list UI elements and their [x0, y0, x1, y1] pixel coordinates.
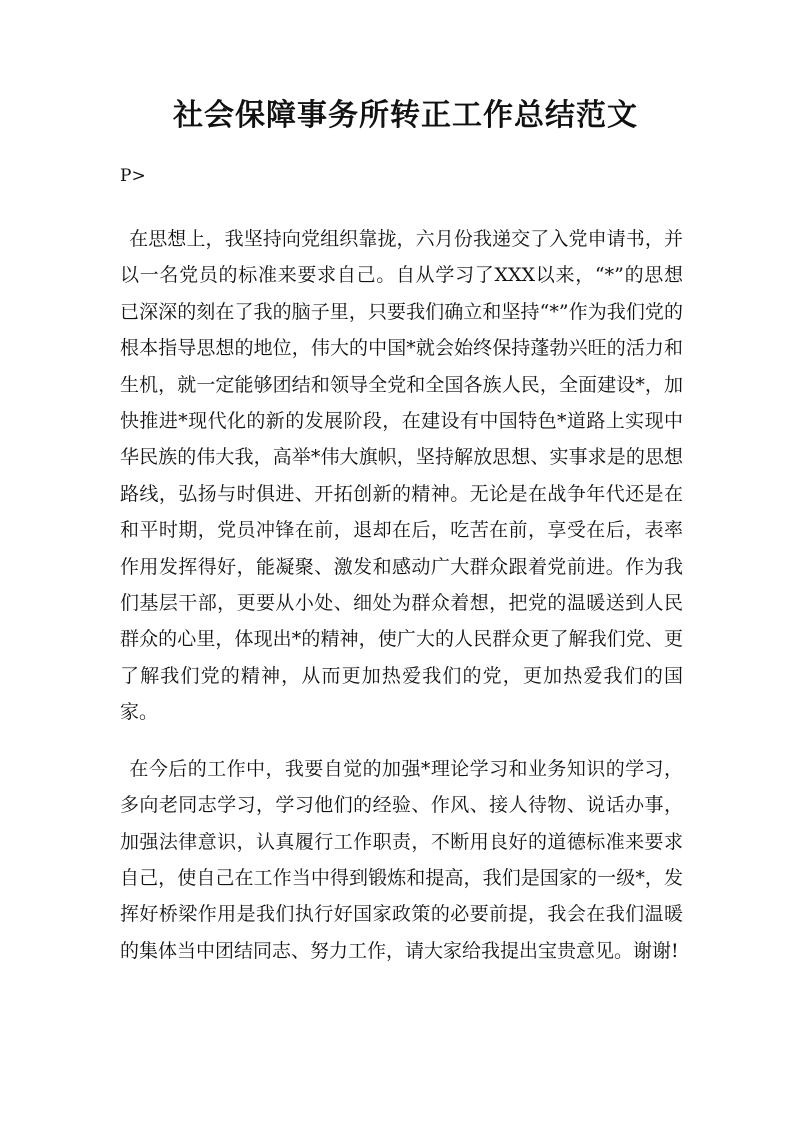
body-paragraph-2	[120, 751, 683, 969]
paragraph-marker: P>	[120, 166, 146, 186]
document-title: 社会保障事务所转正工作总结范文	[173, 98, 638, 133]
body-paragraph-1	[120, 221, 683, 731]
body-paragraph-2-text: 在今后的工作中，我要自觉的加强*理论学习和业务知识的学习，多向老同志学习，学习他们的经验、作风、接人待物、说话办事，加强法律意识，认真履行工作职责，不断用良好的道德标准来要求自己，使自己在工作当中得到锻炼和提高，我们是国家的一级*，发挥好桥梁作用是我们执行好国家政策的必要前提，我会在我们温暖的集体当中团结同志、努力工作，请大家给我提出宝贵意见。谢谢!	[120, 757, 683, 962]
body-paragraph-1-text: 在思想上，我坚持向党组织靠拢，六月份我递交了入党申请书，并以一名党员的标准来要求自己。自从学习了XXX以来，“*”的思想已深深的刻在了我的脑子里，只要我们确立和坚持“*”作为我们党的根本指导思想的地位，伟大的中国*就会始终保持蓬勃兴旺的活力和生机，就一定能够团结和领导全党和全国各族人民，全面建设*，加快推进*现代化的新的发展阶段，在建设有中国特色*道路上实现中华民族的伟大我，高举*伟大旗帜，坚持解放思想、实事求是的思想路线，弘扬与时俱进、开拓创新的精神。无论是在战争年代还是在和平时期，党员冲锋在前，退却在后，吃苦在前，享受在后，表率作用发挥得好，能凝聚、激发和感动广大群众跟着党前进。作为我们基层干部，更要从小处、细处为群众着想，把党的温暖送到人民群众的心里，体现出*的精神，使广大的人民群众更了解我们党、更了解我们党的精神，从而更加热爱我们的党，更加热爱我们的国家。	[120, 228, 683, 724]
